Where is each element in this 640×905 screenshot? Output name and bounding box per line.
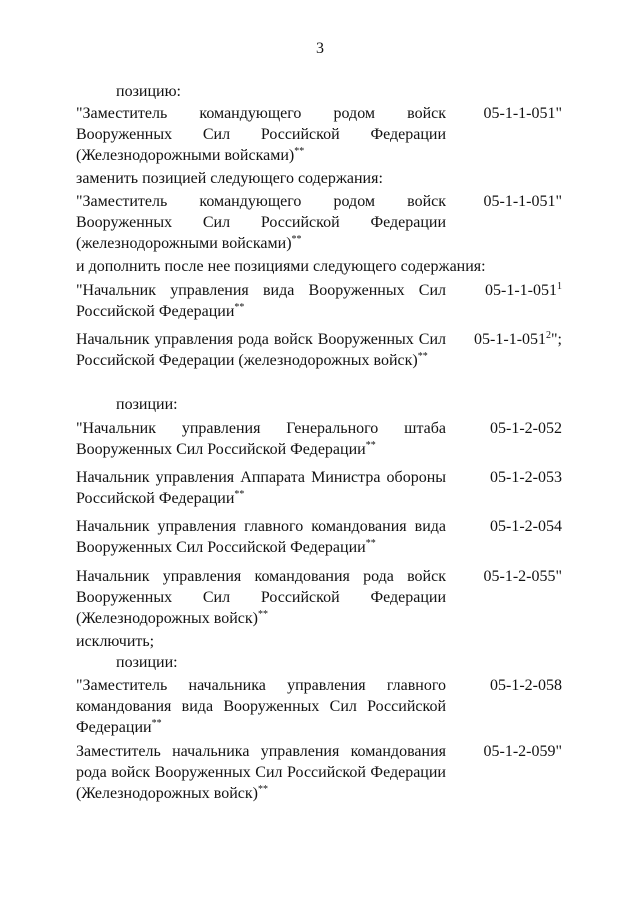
entry-text: "Заместитель начальника управления главного командования вида Вооруженных Сил Российской Федерации** [76,677,446,736]
entry-text: "Начальник управления Генерального штаба Вооруженных Сил Российской Федерации** [76,420,446,458]
instruction-replace: заменить позицией следующего содержания: [76,170,383,187]
entry-text: Начальник управления главного командования вида Вооруженных Сил Российской Федерации** [76,518,446,556]
entry-code: 05-1-1-051" [483,193,562,210]
entry-code: 05-1-2-052 [490,420,562,437]
entry-code: 05-1-1-051" [483,105,562,122]
instruction-positions: позиции: [116,654,178,671]
entry-code: 05-1-2-053 [490,469,562,486]
entry-text: Начальник управления командования рода войск Вооруженных Сил Российской Федерации (Железнодорожных войск)** [76,568,446,627]
instruction-add: и дополнить после нее позициями следующего содержания: [76,258,486,275]
entry-text: "Заместитель командующего родом войск Вооруженных Сил Российской Федерации (Железнодорожными войсками)** [76,105,446,164]
entry-text: Начальник управления рода войск Вооруженных Сил Российской Федерации (железнодорожных войск)** [76,331,446,369]
entry-text: Начальник управления Аппарата Министра обороны Российской Федерации** [76,469,446,507]
entry-code: 05-1-2-058 [490,677,562,694]
entry-code: $05-1-1-051^1$ [485,281,562,299]
page-number: 3 [316,40,324,57]
entry-code: $05-1-1-051^2$"; [474,330,562,348]
instruction-positions: позиции: [116,396,178,413]
entry-code: 05-1-2-055" [483,568,562,585]
instruction-exclude: исключить; [76,633,155,650]
instruction-position: позицию: [116,83,181,100]
entry-code: 05-1-2-059" [483,743,562,760]
entry-code: 05-1-2-054 [490,518,562,535]
entry-text: "Заместитель командующего родом войск Вооруженных Сил Российской Федерации (железнодорожными войсками)** [76,193,446,252]
entry-text: Заместитель начальника управления командования рода войск Вооруженных Сил Российской Федерации (Железнодорожных войск)** [76,743,446,802]
entry-text: "Начальник управления вида Вооруженных Сил Российской Федерации** [76,282,446,320]
